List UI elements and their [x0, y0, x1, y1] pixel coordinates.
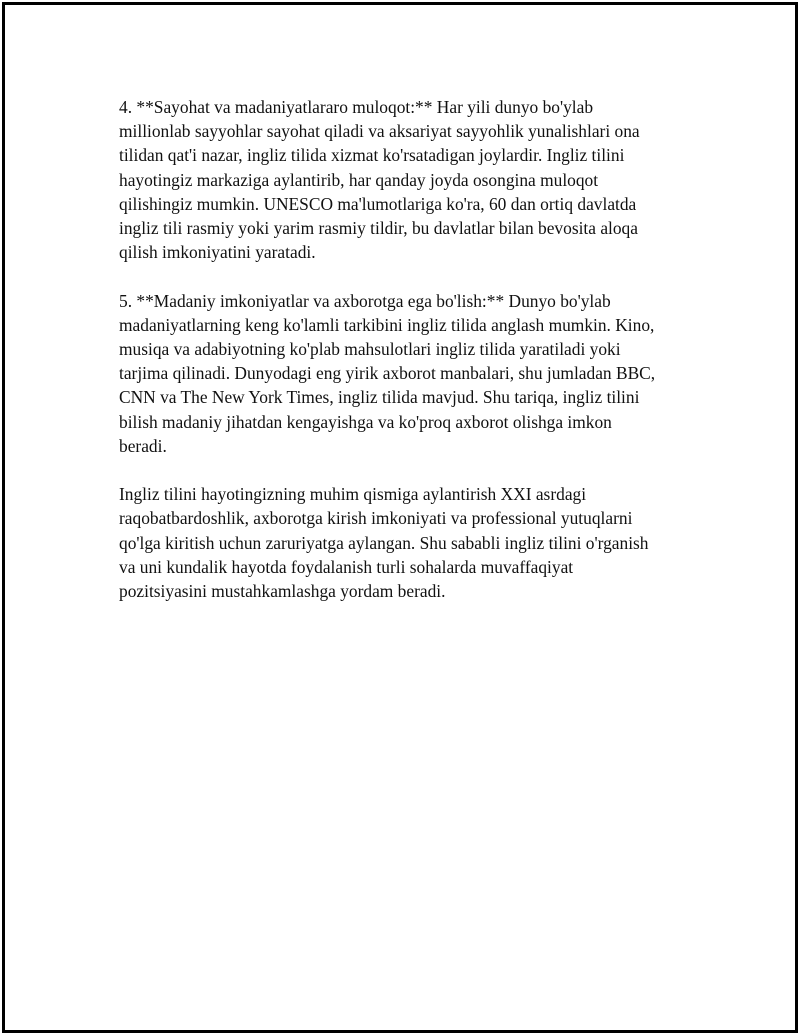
paragraph-cultural-opportunities: [119, 289, 694, 458]
document-page: [2, 2, 798, 1033]
paragraph-travel-communication: [119, 95, 694, 264]
text-line: bilish madaniy jihatdan kengayishga va ko'proq axborot olishga imkon: [119, 411, 612, 432]
text-line: tilidan qat'i nazar, ingliz tilida xizmat ko'rsatadigan joylardir. Ingliz tilini: [119, 145, 625, 166]
text-line: millionlab sayyohlar sayohat qiladi va aksariyat sayyohlik yunalishlari ona: [119, 121, 640, 142]
text-line: beradi.: [119, 435, 167, 456]
document-body: [119, 95, 694, 627]
text-line: hayotingiz markaziga aylantirib, har qanday joyda osongina muloqot: [119, 169, 599, 190]
text-line: musiqa va adabiyotning ko'plab mahsulotlari ingliz tilida yaratiladi yoki: [119, 339, 621, 360]
text-line: raqobatbardoshlik, axborotga kirish imkoniyati va professional yutuqlarni: [119, 508, 633, 529]
text-line: ingliz tili rasmiy yoki yarim rasmiy tildir, bu davlatlar bilan bevosita aloqa: [119, 218, 638, 239]
text-line: tarjima qilinadi. Dunyodagi eng yirik axborot manbalari, shu jumladan BBC,: [119, 363, 656, 384]
text-line: 4. **Sayohat va madaniyatlararo muloqot:** Har yili dunyo bo'ylab: [119, 97, 594, 117]
text-line: madaniyatlarning keng ko'lamli tarkibini ingliz tilida anglash mumkin. Kino,: [119, 314, 655, 335]
text-line: 5. **Madaniy imkoniyatlar va axborotga ega bo'lish:** Dunyo bo'ylab: [119, 290, 611, 311]
text-line: Ingliz tilini hayotingizning muhim qismiga aylantirish XXI asrdagi: [119, 484, 587, 505]
paragraph-conclusion: [119, 482, 694, 603]
text-line: pozitsiyasini mustahkamlashga yordam beradi.: [119, 581, 446, 602]
text-line: qilishingiz mumkin. UNESCO ma'lumotlariga ko'ra, 60 dan ortiq davlatda: [119, 193, 637, 214]
text-line: qo'lga kiritish uchun zaruriyatga aylangan. Shu sababli ingliz tilini o'rganish: [119, 532, 649, 553]
text-line: CNN va The New York Times, ingliz tilida mavjud. Shu tariqa, ingliz tilini: [119, 387, 640, 408]
text-line: qilish imkoniyatini yaratadi.: [119, 242, 316, 263]
text-line: va uni kundalik hayotda foydalanish turli sohalarda muvaffaqiyat: [119, 556, 574, 577]
